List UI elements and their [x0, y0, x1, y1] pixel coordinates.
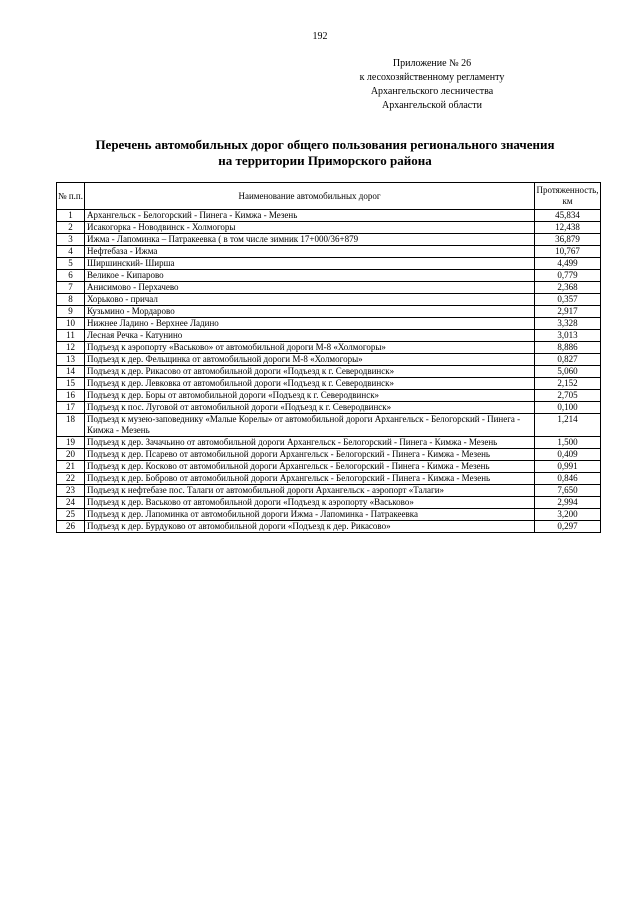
road-length-cell: 2,152 [535, 378, 601, 390]
table-header-row [57, 183, 601, 210]
road-name-cell: Подъезд к дер. Зачачьино от автомобильной дороги Архангельск - Белогорский - Пинега - Кимжа - Мезень [85, 437, 535, 449]
row-number-cell: 10 [57, 318, 85, 330]
road-name-cell: Подъезд к дер. Бурдуково от автомобильной дороги «Подъезд к дер. Рикасово» [85, 521, 535, 533]
road-length-cell: 0,297 [535, 521, 601, 533]
road-name-cell: Ширшинский- Ширша [85, 258, 535, 270]
table-row [57, 234, 601, 246]
appendix-line: Архангельского лесничества [370, 86, 494, 97]
row-number-cell: 18 [57, 414, 85, 437]
row-number-cell: 26 [57, 521, 85, 533]
row-number-cell: 25 [57, 509, 85, 521]
table-row [57, 485, 601, 497]
road-length-cell: 2,705 [535, 390, 601, 402]
road-name-cell: Лесная Речка - Катунино [85, 330, 535, 342]
road-name-cell: Подъезд к дер. Боры от автомобильной дороги «Подъезд к г. Северодвинск» [85, 390, 535, 402]
road-length-cell: 5,060 [535, 366, 601, 378]
row-number-cell: 14 [57, 366, 85, 378]
row-number-cell: 17 [57, 402, 85, 414]
row-number-cell: 8 [57, 294, 85, 306]
table-row [57, 306, 601, 318]
row-number-cell: 3 [57, 234, 85, 246]
row-number-cell: 20 [57, 449, 85, 461]
road-length-cell: 10,767 [535, 246, 601, 258]
road-length-cell: 1,214 [535, 414, 601, 437]
road-name-cell: Архангельск - Белогорский - Пинега - Кимжа - Мезень [85, 210, 535, 222]
road-name-cell: Анисимово - Перхачево [85, 282, 535, 294]
table-row [57, 473, 601, 485]
row-number-cell: 23 [57, 485, 85, 497]
row-number-cell: 15 [57, 378, 85, 390]
table-row [57, 330, 601, 342]
road-length-cell: 3,013 [535, 330, 601, 342]
road-length-cell: 0,357 [535, 294, 601, 306]
header-length: Протяженность, км [535, 183, 601, 210]
header-num: № п.п. [57, 183, 85, 210]
table-row [57, 390, 601, 402]
table-row [57, 342, 601, 354]
road-length-cell: 0,846 [535, 473, 601, 485]
road-length-cell: 36,879 [535, 234, 601, 246]
road-name-cell: Подъезд к музею-заповеднику «Малые Корелы» от автомобильной дороги Архангельск - Белогорский - Пинега - Кимжа - Мезень [85, 414, 535, 437]
road-length-cell: 8,886 [535, 342, 601, 354]
row-number-cell: 1 [57, 210, 85, 222]
row-number-cell: 11 [57, 330, 85, 342]
table-row [57, 402, 601, 414]
row-number-cell: 16 [57, 390, 85, 402]
table-row [57, 210, 601, 222]
road-name-cell: Ижма - Лапоминка – Патракеевка ( в том числе зимник 17+000/36+879 [85, 234, 535, 246]
table-row [57, 378, 601, 390]
table-body [57, 210, 601, 533]
table-row [57, 294, 601, 306]
title-line: Перечень автомобильных дорог общего пользования регионального значения [95, 137, 555, 152]
road-name-cell: Подъезд к дер. Левковка от автомобильной дороги «Подъезд к г. Северодвинск» [85, 378, 535, 390]
table-row [57, 246, 601, 258]
table-row [57, 497, 601, 509]
road-length-cell: 2,917 [535, 306, 601, 318]
road-name-cell: Подъезд к нефтебазе пос. Талаги от автомобильной дороги Архангельск - аэропорт «Талаги» [85, 485, 535, 497]
title-line: на территории Приморского района [218, 153, 432, 168]
row-number-cell: 19 [57, 437, 85, 449]
road-name-cell: Великое - Кипарово [85, 270, 535, 282]
row-number-cell: 12 [57, 342, 85, 354]
roads-table [56, 182, 601, 533]
table-row [57, 449, 601, 461]
road-name-cell: Хорьково - причал [85, 294, 535, 306]
row-number-cell: 21 [57, 461, 85, 473]
road-name-cell: Подъезд к дер. Лапоминка от автомобильной дороги Ижма - Лапоминка - Патракеевка [85, 509, 535, 521]
table-row [57, 318, 601, 330]
road-length-cell: 0,409 [535, 449, 601, 461]
row-number-cell: 5 [57, 258, 85, 270]
row-number-cell: 24 [57, 497, 85, 509]
road-name-cell: Подъезд к дер. Фельщинка от автомобильной дороги М-8 «Холмогоры» [85, 354, 535, 366]
table-row [57, 437, 601, 449]
header-name: Наименование автомобильных дорог [85, 183, 535, 210]
road-name-cell: Подъезд к аэропорту «Васьково» от автомобильной дороги М-8 «Холмогоры» [85, 342, 535, 354]
road-length-cell: 45,834 [535, 210, 601, 222]
road-length-cell: 4,499 [535, 258, 601, 270]
row-number-cell: 2 [57, 222, 85, 234]
road-length-cell: 7,650 [535, 485, 601, 497]
table-row [57, 414, 601, 437]
row-number-cell: 7 [57, 282, 85, 294]
road-name-cell: Нижнее Ладино - Верхнее Ладино [85, 318, 535, 330]
road-name-cell: Исакогорка - Новодвинск - Холмогоры [85, 222, 535, 234]
road-length-cell: 12,438 [535, 222, 601, 234]
row-number-cell: 9 [57, 306, 85, 318]
road-length-cell: 1,500 [535, 437, 601, 449]
road-length-cell: 2,994 [535, 497, 601, 509]
road-name-cell: Кузьмино - Мордарово [85, 306, 535, 318]
table-row [57, 509, 601, 521]
row-number-cell: 22 [57, 473, 85, 485]
appendix-line: Архангельской области [382, 100, 482, 111]
appendix-line: Приложение № 26 [392, 58, 472, 69]
road-length-cell: 0,827 [535, 354, 601, 366]
road-name-cell: Нефтебаза - Ижма [85, 246, 535, 258]
road-name-cell: Подъезд к дер. Псарево от автомобильной дороги Архангельск - Белогорский - Пинега - Кимжа - Мезень [85, 449, 535, 461]
table-row [57, 521, 601, 533]
road-length-cell: 0,100 [535, 402, 601, 414]
table-row [57, 461, 601, 473]
document-title [40, 137, 610, 169]
appendix-line: к лесохозяйственному регламенту [359, 72, 505, 83]
road-length-cell: 3,328 [535, 318, 601, 330]
table-row [57, 354, 601, 366]
table-row [57, 282, 601, 294]
table-row [57, 222, 601, 234]
road-name-cell: Подъезд к дер. Васьково от автомобильной дороги «Подъезд к аэропорту «Васьково» [85, 497, 535, 509]
page-number: 192 [312, 31, 328, 42]
road-length-cell: 0,779 [535, 270, 601, 282]
road-name-cell: Подъезд к дер. Косково от автомобильной дороги Архангельск - Белогорский - Пинега - Кимжа - Мезень [85, 461, 535, 473]
row-number-cell: 6 [57, 270, 85, 282]
road-length-cell: 3,200 [535, 509, 601, 521]
road-name-cell: Подъезд к пос. Луговой от автомобильной дороги «Подъезд к г. Северодвинск» [85, 402, 535, 414]
table-row [57, 270, 601, 282]
road-length-cell: 2,368 [535, 282, 601, 294]
table-row [57, 258, 601, 270]
appendix-note [332, 57, 532, 113]
road-name-cell: Подъезд к дер. Рикасово от автомобильной дороги «Подъезд к г. Северодвинск» [85, 366, 535, 378]
road-name-cell: Подъезд к дер. Боброво от автомобильной дороги Архангельск - Белогорский - Пинега - Кимжа - Мезень [85, 473, 535, 485]
row-number-cell: 13 [57, 354, 85, 366]
road-length-cell: 0,991 [535, 461, 601, 473]
table-row [57, 366, 601, 378]
row-number-cell: 4 [57, 246, 85, 258]
